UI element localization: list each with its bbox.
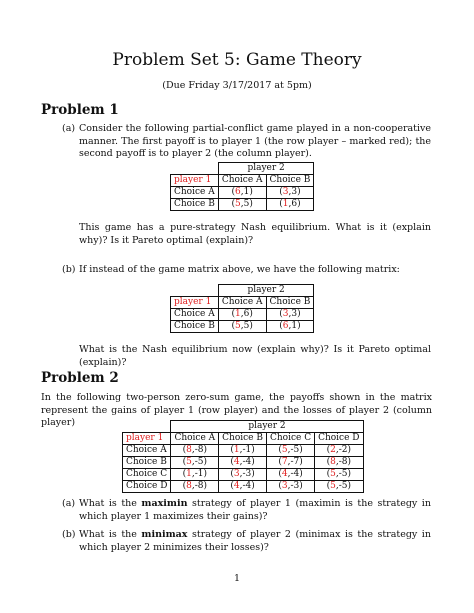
matrix-header-row bbox=[171, 163, 314, 175]
payoff-player2: 1 bbox=[243, 187, 250, 197]
payoff-cell: (1,-1) bbox=[219, 445, 267, 457]
problem-2-intro: In the following two-person zero-sum game, the payoffs shown in the matrix represent the gains of player 1 (row player) and the losses of player 2 (column player) bbox=[41, 392, 432, 428]
row-choice-label: Choice A bbox=[171, 309, 219, 321]
payoff-player2: -5 bbox=[194, 457, 204, 467]
payoff-player1: 4 bbox=[233, 481, 240, 491]
row-choice-label: Choice C bbox=[123, 469, 171, 481]
payoff-player2: -3 bbox=[290, 481, 300, 491]
payoff-player1: 3 bbox=[233, 469, 240, 479]
payoff-cell: (5,-5) bbox=[266, 445, 314, 457]
payoff-player1: 1 bbox=[282, 199, 289, 209]
payoff-cell: (7,-7) bbox=[266, 457, 314, 469]
matrix-row bbox=[171, 309, 314, 321]
payoff-player1: 5 bbox=[235, 199, 241, 209]
payoff-player1: 4 bbox=[233, 457, 240, 467]
column-choice-label: Choice B bbox=[266, 297, 314, 309]
payoff-player2: -5 bbox=[290, 445, 300, 455]
payoff-player1: 6 bbox=[235, 187, 241, 197]
payoff-player2: -5 bbox=[338, 469, 348, 479]
problem-2b-post: strategy of player 2 (minimax is the strategy in which player 2 minimizes their losses)? bbox=[79, 529, 431, 553]
row-choice-label: Choice B bbox=[171, 199, 219, 211]
matrix-row bbox=[123, 469, 364, 481]
payoff-cell: (5,-5) bbox=[315, 469, 363, 481]
matrix-row bbox=[171, 187, 314, 199]
game-matrix-1a bbox=[170, 162, 314, 211]
page-number: 1 bbox=[233, 573, 241, 584]
problem-2a-post: strategy of player 1 (maximin is the strategy in which player 1 maximizes their gains)? bbox=[79, 498, 431, 522]
problem-1a-question: This game has a pure-strategy Nash equilibrium. What is it (explain why)? Is it Pareto optimal (explain)? bbox=[79, 222, 431, 246]
matrix-corner bbox=[171, 163, 219, 175]
column-choice-label: Choice A bbox=[218, 297, 266, 309]
payoff-cell: (5,-5) bbox=[171, 457, 219, 469]
payoff-player1: 5 bbox=[186, 457, 192, 467]
due-date: (Due Friday 3/17/2017 at 5pm) bbox=[162, 80, 312, 91]
payoff-player1: 5 bbox=[330, 469, 336, 479]
row-player-label: player 1 bbox=[171, 297, 219, 309]
column-player-label: player 2 bbox=[218, 285, 314, 297]
payoff-player1: 1 bbox=[233, 445, 240, 455]
payoff-cell: (8,-8) bbox=[171, 445, 219, 457]
payoff-player1: 2 bbox=[330, 445, 336, 455]
game-matrix-1b bbox=[170, 284, 314, 333]
payoff-cell: (5,5) bbox=[218, 321, 266, 333]
column-player-label: player 2 bbox=[171, 421, 363, 433]
problem-2-heading: Problem 2 bbox=[41, 370, 119, 386]
row-choice-label: Choice B bbox=[171, 321, 219, 333]
matrix-header-row bbox=[123, 421, 364, 433]
problem-1b-text: If instead of the game matrix above, we have the following matrix: bbox=[79, 264, 400, 275]
payoff-cell: (2,-2) bbox=[315, 445, 363, 457]
payoff-player1: 5 bbox=[330, 481, 336, 491]
payoff-player2: 5 bbox=[243, 321, 250, 331]
matrix-columns-row bbox=[171, 175, 314, 187]
problem-1b-label: (b) bbox=[62, 264, 76, 275]
payoff-cell: (6,1) bbox=[218, 187, 266, 199]
payoff-player2: -2 bbox=[338, 445, 348, 455]
payoff-cell: (1,6) bbox=[218, 309, 266, 321]
row-choice-label: Choice D bbox=[123, 481, 171, 493]
row-player-label: player 1 bbox=[171, 175, 219, 187]
matrix-row bbox=[123, 445, 364, 457]
payoff-player1: 3 bbox=[282, 187, 289, 197]
payoff-player2: -1 bbox=[194, 469, 204, 479]
payoff-cell: (1,6) bbox=[266, 199, 314, 211]
payoff-player1: 6 bbox=[282, 321, 289, 331]
payoff-player1: 8 bbox=[330, 457, 336, 467]
payoff-player2: -8 bbox=[194, 445, 204, 455]
payoff-player1: 8 bbox=[186, 445, 192, 455]
row-player-label: player 1 bbox=[123, 433, 171, 445]
matrix-columns-row bbox=[123, 433, 364, 445]
column-player-label: player 2 bbox=[218, 163, 314, 175]
payoff-player1: 3 bbox=[282, 309, 289, 319]
game-matrix-2 bbox=[122, 420, 364, 493]
payoff-player1: 8 bbox=[186, 481, 192, 491]
column-choice-label: Choice C bbox=[266, 433, 314, 445]
payoff-player1: 5 bbox=[235, 321, 241, 331]
problem-1a-text: Consider the following partial-conflict game played in a non-cooperative manner. The first payoff is to player 1 (the row player – marked red); the second payoff is to player 2 (the column player). bbox=[79, 123, 431, 159]
column-choice-label: Choice A bbox=[171, 433, 219, 445]
payoff-player2: 5 bbox=[243, 199, 250, 209]
payoff-cell: (5,-5) bbox=[315, 481, 363, 493]
payoff-cell: (3,3) bbox=[266, 309, 314, 321]
document-title: Problem Set 5: Game Theory bbox=[112, 50, 362, 70]
payoff-player2: -4 bbox=[290, 469, 300, 479]
payoff-cell: (5,5) bbox=[218, 199, 266, 211]
payoff-player2: 6 bbox=[291, 199, 298, 209]
payoff-cell: (6,1) bbox=[266, 321, 314, 333]
matrix-row bbox=[123, 481, 364, 493]
payoff-cell: (3,-3) bbox=[219, 469, 267, 481]
payoff-cell: (3,-3) bbox=[266, 481, 314, 493]
payoff-player1: 7 bbox=[281, 457, 288, 467]
payoff-cell: (8,-8) bbox=[315, 457, 363, 469]
problem-2b-label: (b) bbox=[62, 529, 76, 540]
payoff-player2: -3 bbox=[242, 469, 252, 479]
payoff-player2: -5 bbox=[338, 481, 348, 491]
payoff-player2: 3 bbox=[291, 187, 298, 197]
payoff-player2: -8 bbox=[194, 481, 204, 491]
payoff-player2: -4 bbox=[242, 457, 252, 467]
maximin-term: maximin bbox=[141, 498, 188, 509]
problem-1b-question: What is the Nash equilibrium now (explain why)? Is it Pareto optimal (explain)? bbox=[79, 344, 431, 368]
payoff-player1: 5 bbox=[281, 445, 288, 455]
row-choice-label: Choice A bbox=[171, 187, 219, 199]
problem-1-heading: Problem 1 bbox=[41, 102, 119, 118]
matrix-columns-row bbox=[171, 297, 314, 309]
column-choice-label: Choice B bbox=[266, 175, 314, 187]
payoff-cell: (4,-4) bbox=[266, 469, 314, 481]
payoff-player1: 1 bbox=[235, 309, 241, 319]
matrix-header-row bbox=[171, 285, 314, 297]
payoff-player2: -4 bbox=[242, 481, 252, 491]
problem-1a-label: (a) bbox=[62, 123, 76, 134]
payoff-player2: -7 bbox=[290, 457, 300, 467]
problem-2a-label: (a) bbox=[62, 498, 76, 509]
matrix-row bbox=[171, 321, 314, 333]
problem-2a-text bbox=[79, 498, 431, 523]
problem-2b-pre: What is the bbox=[79, 529, 137, 540]
row-choice-label: Choice A bbox=[123, 445, 171, 457]
payoff-player2: 3 bbox=[291, 309, 298, 319]
matrix-corner bbox=[123, 421, 171, 433]
problem-2a-pre: What is the bbox=[79, 498, 137, 509]
column-choice-label: Choice A bbox=[218, 175, 266, 187]
payoff-player1: 4 bbox=[281, 469, 288, 479]
payoff-player2: -1 bbox=[242, 445, 252, 455]
payoff-player1: 3 bbox=[281, 481, 288, 491]
row-choice-label: Choice B bbox=[123, 457, 171, 469]
payoff-player1: 1 bbox=[186, 469, 192, 479]
payoff-cell: (8,-8) bbox=[171, 481, 219, 493]
payoff-player2: 6 bbox=[243, 309, 250, 319]
matrix-row bbox=[123, 457, 364, 469]
payoff-player2: 1 bbox=[291, 321, 298, 331]
payoff-cell: (4,-4) bbox=[219, 481, 267, 493]
minimax-term: minimax bbox=[141, 529, 188, 540]
matrix-row bbox=[171, 199, 314, 211]
payoff-cell: (3,3) bbox=[266, 187, 314, 199]
column-choice-label: Choice B bbox=[219, 433, 267, 445]
payoff-cell: (4,-4) bbox=[219, 457, 267, 469]
matrix-corner bbox=[171, 285, 219, 297]
payoff-cell: (1,-1) bbox=[171, 469, 219, 481]
column-choice-label: Choice D bbox=[315, 433, 363, 445]
payoff-player2: -8 bbox=[338, 457, 348, 467]
problem-2b-text bbox=[79, 529, 431, 554]
